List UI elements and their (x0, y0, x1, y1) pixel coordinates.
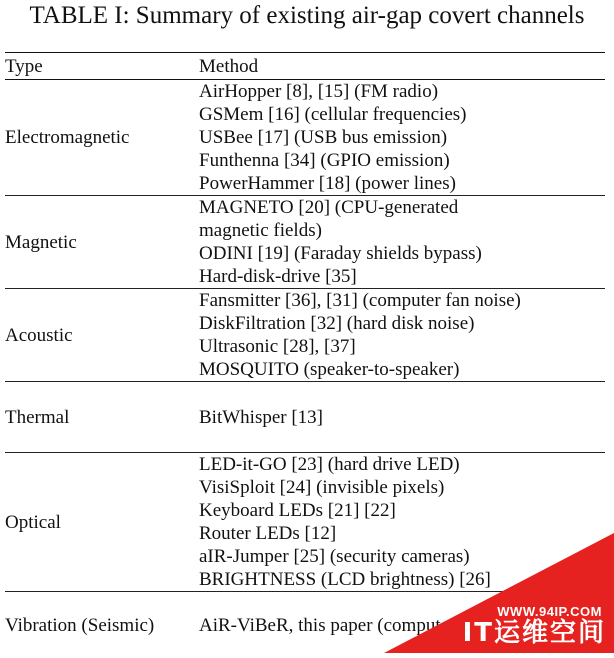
methods-cell (199, 196, 605, 289)
method-column-header: Method (199, 53, 605, 80)
type-cell: Acoustic (5, 289, 199, 382)
type-cell: Electromagnetic (5, 80, 199, 196)
method-item: magnetic fields) (199, 219, 605, 242)
method-item: Ultrasonic [28], [37] (199, 335, 605, 358)
method-item: aIR-Jumper [25] (security cameras) (199, 545, 605, 568)
type-cell: Thermal (5, 382, 199, 453)
table-row (5, 289, 605, 382)
watermark-text: IT运维空间 (463, 612, 606, 649)
method-item: PowerHammer [18] (power lines) (199, 172, 605, 195)
table-row (5, 196, 605, 289)
method-item: ODINI [19] (Faraday shields bypass) (199, 242, 605, 265)
watermark (384, 533, 614, 653)
method-item: Funthenna [34] (GPIO emission) (199, 149, 605, 172)
table-caption: TABLE I: Summary of existing air-gap covert channels (0, 2, 614, 30)
table-row (5, 80, 605, 196)
methods-cell (199, 289, 605, 382)
type-cell: Vibration (Seismic) (5, 592, 199, 658)
methods-cell (199, 382, 605, 453)
method-item: VisiSploit [24] (invisible pixels) (199, 476, 605, 499)
method-item: BRIGHTNESS (LCD brightness) [26] (199, 568, 605, 591)
method-item: Router LEDs [12] (199, 522, 605, 545)
method-item: MOSQUITO (speaker-to-speaker) (199, 358, 605, 381)
method-item: MAGNETO [20] (CPU-generated (199, 196, 605, 219)
method-item: Keyboard LEDs [21] [22] (199, 499, 605, 522)
method-item: USBee [17] (USB bus emission) (199, 126, 605, 149)
method-item: AiR-ViBeR, this paper (computer fans) (199, 614, 605, 637)
watermark-url: WWW.94IP.COM (497, 604, 602, 619)
method-item: BitWhisper [13] (199, 406, 605, 429)
method-item: Hard-disk-drive [35] (199, 265, 605, 288)
methods-cell (199, 80, 605, 196)
method-item: LED-it-GO [23] (hard drive LED) (199, 453, 605, 476)
method-item: AirHopper [8], [15] (FM radio) (199, 80, 605, 103)
method-item: DiskFiltration [32] (hard disk noise) (199, 312, 605, 335)
method-item: Fansmitter [36], [31] (computer fan noise) (199, 289, 605, 312)
type-column-header: Type (5, 53, 199, 80)
type-cell: Optical (5, 453, 199, 592)
method-item: GSMem [16] (cellular frequencies) (199, 103, 605, 126)
table-header-row (5, 53, 605, 80)
table-row (5, 382, 605, 453)
type-cell: Magnetic (5, 196, 199, 289)
